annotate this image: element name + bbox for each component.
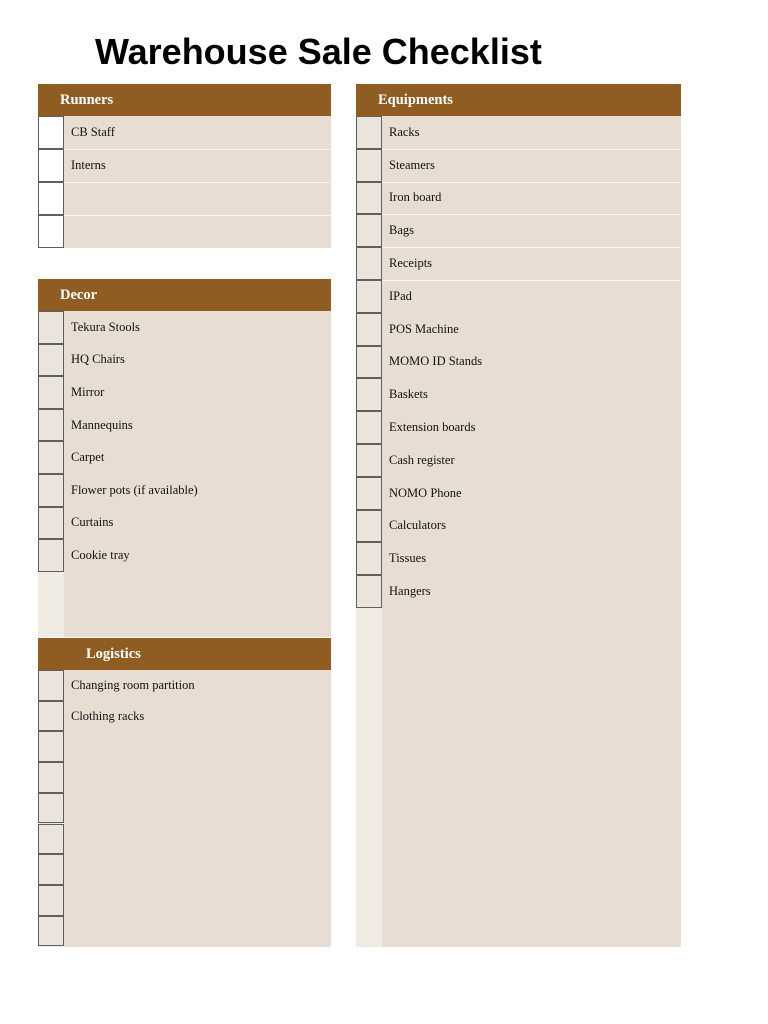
checklist-row (38, 793, 331, 824)
checkbox[interactable] (356, 182, 382, 215)
checklist-row (38, 670, 331, 701)
checklist-row (38, 344, 331, 377)
checklist-row (356, 575, 681, 608)
item-label: Iron board (389, 190, 442, 205)
checklist-row (38, 182, 331, 216)
checklist-row (38, 149, 331, 183)
checklist-row (356, 411, 681, 444)
checkbox[interactable] (356, 542, 382, 575)
checklist-row (356, 510, 681, 543)
section-decor (38, 279, 331, 637)
item-label: Receipts (389, 256, 433, 271)
checklist-row (38, 854, 331, 885)
checkbox[interactable] (38, 344, 64, 377)
item-label: Cookie tray (71, 547, 130, 562)
checklist-row (38, 311, 331, 344)
item-label: Clothing racks (71, 708, 145, 723)
section-equipments (356, 84, 681, 947)
checklist-row (38, 507, 331, 540)
checkbox[interactable] (38, 701, 64, 732)
section-body-equipments (356, 116, 681, 947)
checklist-row (38, 441, 331, 474)
checklist-row (38, 376, 331, 409)
checkbox[interactable] (356, 444, 382, 477)
checklist-row (356, 542, 681, 575)
checklist-row (38, 116, 331, 150)
checklist-row (356, 182, 681, 216)
checkbox[interactable] (38, 885, 64, 916)
item-label: Baskets (389, 387, 428, 402)
checklist-row (356, 477, 681, 510)
checkbox[interactable] (38, 670, 64, 701)
checkbox[interactable] (38, 474, 64, 507)
checklist-row (38, 215, 331, 248)
checklist-row (38, 824, 331, 855)
checkbox[interactable] (356, 149, 382, 182)
checklist-row (38, 916, 331, 947)
checklist-row (356, 149, 681, 183)
item-label: NOMO Phone (389, 485, 462, 500)
checkbox[interactable] (356, 477, 382, 510)
section-header-runners: Runners (38, 84, 331, 116)
section-runners (38, 84, 331, 248)
item-label: CB Staff (71, 125, 115, 139)
section-body-logistics (38, 670, 331, 947)
item-label: Steamers (389, 157, 435, 172)
checkbox[interactable] (38, 762, 64, 793)
item-label: HQ Chairs (71, 352, 125, 367)
checkbox[interactable] (356, 116, 382, 149)
checkbox[interactable] (38, 824, 64, 855)
checklist-row (356, 247, 681, 281)
checkbox[interactable] (38, 539, 64, 572)
checklist-row (356, 280, 681, 313)
checkbox[interactable] (356, 510, 382, 543)
checklist-row (356, 116, 681, 150)
item-label: Changing room partition (71, 677, 195, 692)
checkbox[interactable] (356, 378, 382, 411)
item-label: Bags (389, 223, 414, 238)
checklist-row (356, 313, 681, 346)
checkbox[interactable] (38, 916, 64, 947)
checkbox[interactable] (38, 149, 64, 182)
section-header-logistics: Logistics (38, 638, 331, 670)
item-label: POS Machine (389, 321, 459, 336)
item-label: Extension boards (389, 420, 476, 435)
section-body-decor (38, 311, 331, 637)
checkbox[interactable] (38, 182, 64, 215)
checkbox[interactable] (356, 247, 382, 280)
checkbox[interactable] (356, 313, 382, 346)
checkbox[interactable] (38, 215, 64, 248)
item-label: Cash register (389, 452, 455, 467)
checklist-row (356, 214, 681, 248)
checkbox[interactable] (356, 280, 382, 313)
checkbox[interactable] (38, 731, 64, 762)
checkbox[interactable] (38, 376, 64, 409)
checkbox[interactable] (38, 311, 64, 344)
checkbox[interactable] (356, 346, 382, 379)
item-label: Interns (71, 158, 106, 172)
section-header-equipments: Equipments (356, 84, 681, 116)
checklist-row (38, 409, 331, 442)
checkbox[interactable] (38, 116, 64, 149)
checkbox[interactable] (38, 441, 64, 474)
item-label: MOMO ID Stands (389, 354, 483, 369)
page-title: Warehouse Sale Checklist (95, 31, 542, 72)
item-label: Hangers (389, 584, 431, 599)
checklist-row (356, 346, 681, 379)
checklist-row (38, 701, 331, 732)
checklist-row (38, 762, 331, 793)
checkbox[interactable] (356, 575, 382, 608)
checkbox[interactable] (356, 411, 382, 444)
item-label: Curtains (71, 515, 114, 530)
checklist-row (38, 731, 331, 762)
section-logistics (38, 638, 331, 947)
item-label: Tekura Stools (71, 319, 140, 334)
item-label: Calculators (389, 518, 446, 533)
checklist-row (38, 474, 331, 507)
checkbox[interactable] (356, 214, 382, 247)
checklist-row (356, 444, 681, 477)
item-label: IPad (389, 288, 412, 303)
item-label: Mirror (71, 384, 105, 399)
section-header-decor: Decor (38, 279, 331, 311)
item-label: Tissues (389, 551, 427, 566)
checkbox[interactable] (38, 409, 64, 442)
checkbox[interactable] (38, 507, 64, 540)
checkbox[interactable] (38, 793, 64, 824)
section-body-runners (38, 116, 331, 248)
item-label: Mannequins (71, 417, 133, 432)
checklist-row (356, 378, 681, 411)
item-label: Racks (389, 124, 420, 139)
item-label: Carpet (71, 450, 105, 465)
item-label: Flower pots (if available) (71, 482, 198, 497)
checklist-row (38, 885, 331, 916)
checklist-row (38, 539, 331, 572)
checkbox[interactable] (38, 854, 64, 885)
